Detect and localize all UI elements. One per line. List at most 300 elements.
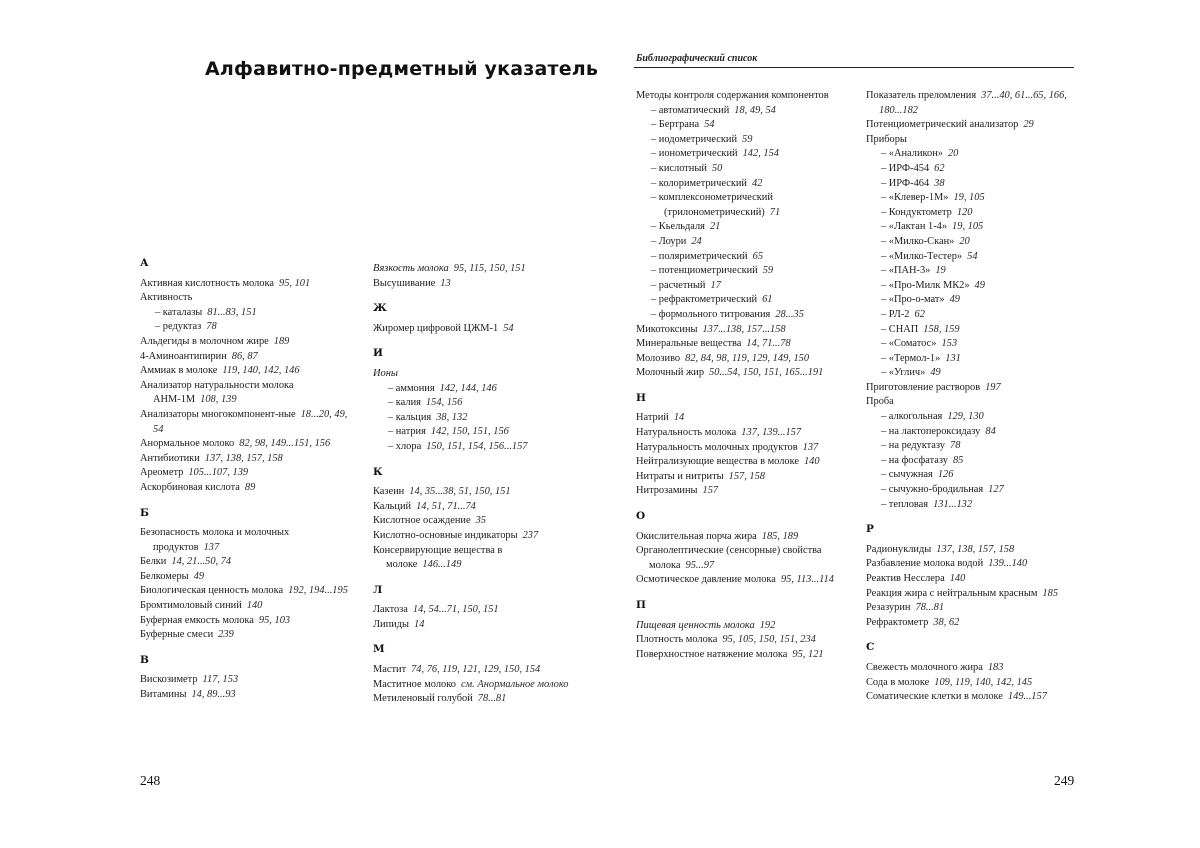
entry-term: – Лоури <box>651 236 686 247</box>
entry-term: – «Милко-Скан» <box>881 236 954 247</box>
index-entry <box>140 526 355 555</box>
entry-pages: 108, 139 <box>200 394 236 405</box>
entry-pages: 131...132 <box>933 499 972 510</box>
entry-term: Кислотное осаждение <box>373 515 471 526</box>
index-subentry <box>636 133 851 148</box>
entry-pages: 35 <box>476 515 486 526</box>
entry-term: Потенциометрический анализатор <box>866 119 1018 130</box>
index-entry <box>373 663 578 678</box>
entry-pages: 59 <box>763 265 773 276</box>
index-column-3 <box>636 89 851 672</box>
entry-term: – иодометрический <box>651 134 737 145</box>
entry-pages: 14, 51, 71...74 <box>416 501 476 512</box>
entry-pages: 78...81 <box>478 693 507 704</box>
entry-term: – Кондуктометр <box>881 207 952 218</box>
entry-pages: 150, 151, 154, 156...157 <box>426 441 527 452</box>
entry-pages: 61 <box>762 294 772 305</box>
entry-term: – комплексонометрический (трилонометрический) <box>651 192 773 218</box>
entry-pages: 89 <box>245 482 255 493</box>
entry-term: Радионуклиды <box>866 544 931 555</box>
entry-term: – рефрактометрический <box>651 294 757 305</box>
index-entry <box>373 262 578 277</box>
index-section <box>140 653 355 703</box>
index-entry <box>373 544 578 573</box>
section-letter: К <box>373 465 578 480</box>
index-subentry <box>373 440 578 455</box>
index-entry <box>140 350 355 365</box>
entry-pages: 142, 144, 146 <box>440 383 497 394</box>
entry-term: – каталазы <box>155 307 202 318</box>
index-entry <box>636 441 851 456</box>
entry-pages: 137, 138, 157, 158 <box>205 453 283 464</box>
entry-term: Рефрактометр <box>866 617 928 628</box>
entry-pages: 183 <box>988 662 1004 673</box>
entry-term: – редуктаз <box>155 321 201 332</box>
index-subentry <box>866 147 1081 162</box>
index-entry <box>636 426 851 441</box>
entry-pages: 131 <box>945 353 961 364</box>
entry-term: – «ПАН-3» <box>881 265 930 276</box>
entry-term: – ИРФ-464 <box>881 178 929 189</box>
entry-term: Кислотно-основные индикаторы <box>373 530 518 541</box>
entry-pages: 65 <box>753 251 763 262</box>
index-section <box>866 89 1081 512</box>
entry-pages: 18...20, 49, 54 <box>153 409 347 435</box>
entry-pages: 140 <box>804 456 820 467</box>
entry-pages: 82, 84, 98, 119, 129, 149, 150 <box>685 353 809 364</box>
entry-term: Приборы <box>866 134 907 145</box>
index-entry <box>866 661 1081 676</box>
entry-pages: 78 <box>950 440 960 451</box>
entry-term: Альдегиды в молочном жире <box>140 336 269 347</box>
index-section <box>636 89 851 381</box>
index-column-1 <box>140 256 355 713</box>
index-entry <box>636 573 851 588</box>
index-subentry <box>636 191 851 220</box>
entry-pages: 38, 62 <box>933 617 959 628</box>
entry-term: Соматические клетки в молоке <box>866 691 1003 702</box>
entry-term: Консервирующие вещества в молоке <box>373 545 502 571</box>
entry-term: Нейтрализующие вещества в молоке <box>636 456 799 467</box>
entry-pages: 14, 71...78 <box>746 338 790 349</box>
index-entry <box>373 367 578 382</box>
entry-pages: 14, 35...38, 51, 150, 151 <box>409 486 510 497</box>
index-entry <box>636 366 851 381</box>
entry-pages: 137, 139...157 <box>741 427 801 438</box>
entry-term: – тепловая <box>881 499 928 510</box>
index-entry <box>636 484 851 499</box>
entry-pages: 19, 105 <box>952 221 983 232</box>
entry-term: – «Аналикон» <box>881 148 943 159</box>
index-entry <box>140 452 355 467</box>
index-section <box>373 262 578 291</box>
entry-pages: 20 <box>959 236 969 247</box>
entry-pages: 237 <box>523 530 539 541</box>
section-letter: С <box>866 640 1081 655</box>
entry-term: Липиды <box>373 619 409 630</box>
entry-pages: 54 <box>704 119 714 130</box>
entry-term: Метиленовый голубой <box>373 693 473 704</box>
entry-pages: 146...149 <box>422 559 461 570</box>
section-letter: И <box>373 346 578 361</box>
entry-term: Буферная емкость молока <box>140 615 254 626</box>
entry-pages: 154, 156 <box>426 397 462 408</box>
entry-pages: 105...107, 139 <box>188 467 248 478</box>
index-entry <box>140 291 355 306</box>
entry-term: Мастит <box>373 664 406 675</box>
entry-pages: 137 <box>803 442 819 453</box>
index-entry <box>866 133 1081 148</box>
index-subentry <box>866 483 1081 498</box>
entry-term: – автоматический <box>651 105 729 116</box>
entry-pages: 95, 101 <box>279 278 310 289</box>
entry-pages: 117, 153 <box>203 674 239 685</box>
entry-term: Показатель преломления <box>866 90 976 101</box>
index-subentry <box>636 177 851 192</box>
entry-term: – поляриметрический <box>651 251 748 262</box>
index-subentry <box>373 411 578 426</box>
index-subentry <box>636 250 851 265</box>
index-subentry <box>866 425 1081 440</box>
index-entry <box>373 485 578 500</box>
index-entry <box>373 529 578 544</box>
index-section <box>140 256 355 496</box>
entry-term: Анормальное молоко <box>140 438 234 449</box>
entry-pages: 119, 140, 142, 146 <box>222 365 299 376</box>
entry-term: Молочный жир <box>636 367 704 378</box>
index-entry <box>140 628 355 643</box>
entry-term: Разбавление молока водой <box>866 558 983 569</box>
header-rule <box>634 67 1074 68</box>
entry-pages: 95, 115, 150, 151 <box>454 263 526 274</box>
entry-pages: 13 <box>440 278 450 289</box>
index-subentry <box>866 323 1081 338</box>
entry-pages: 49 <box>950 294 960 305</box>
entry-term: – «Клевер-1М» <box>881 192 948 203</box>
index-entry <box>636 633 851 648</box>
index-section <box>636 598 851 662</box>
entry-term: Приготовление растворов <box>866 382 980 393</box>
section-letter: Л <box>373 583 578 598</box>
page-title: Алфавитно-предметный указатель <box>205 58 565 80</box>
entry-term: – алкогольная <box>881 411 942 422</box>
entry-term: 4-Аминоантипирин <box>140 351 227 362</box>
index-section <box>636 391 851 499</box>
entry-pages: 14 <box>674 412 684 423</box>
entry-term: – формольного титрования <box>651 309 770 320</box>
entry-pages: 140 <box>247 600 263 611</box>
section-letter: А <box>140 256 355 271</box>
index-entry <box>140 335 355 350</box>
index-subentry <box>140 320 355 335</box>
entry-term: – «Про-о-мат» <box>881 294 945 305</box>
index-entry <box>866 676 1081 691</box>
index-entry <box>866 89 1081 118</box>
entry-pages: 62 <box>915 309 925 320</box>
entry-pages: 81...83, 151 <box>207 307 256 318</box>
entry-term: Минеральные вещества <box>636 338 741 349</box>
entry-term: – Кьельдаля <box>651 221 705 232</box>
entry-pages: 54 <box>503 323 513 334</box>
index-subentry <box>373 382 578 397</box>
index-entry <box>866 557 1081 572</box>
entry-pages: 158, 159 <box>923 324 959 335</box>
index-subentry <box>866 366 1081 381</box>
entry-pages: 197 <box>985 382 1001 393</box>
section-letter: Р <box>866 522 1081 537</box>
entry-term: Плотность молока <box>636 634 717 645</box>
entry-term: – «Углич» <box>881 367 925 378</box>
index-entry <box>140 408 355 437</box>
index-entry <box>636 470 851 485</box>
index-subentry <box>866 308 1081 323</box>
entry-term: – колориметрический <box>651 178 747 189</box>
entry-pages: 38, 132 <box>436 412 467 423</box>
index-section <box>140 506 355 643</box>
index-column-4 <box>866 89 1081 715</box>
index-entry <box>866 118 1081 133</box>
index-entry <box>373 500 578 515</box>
index-entry <box>373 678 578 693</box>
index-entry <box>373 277 578 292</box>
index-subentry <box>866 177 1081 192</box>
entry-pages: 192, 194...195 <box>288 585 348 596</box>
entry-term: – кальция <box>388 412 431 423</box>
index-entry <box>140 437 355 452</box>
entry-term: Вискозиметр <box>140 674 198 685</box>
entry-pages: 139...140 <box>988 558 1027 569</box>
entry-pages: 28...35 <box>775 309 804 320</box>
entry-term: Аскорбиновая кислота <box>140 482 240 493</box>
index-entry <box>140 584 355 599</box>
section-letter: П <box>636 598 851 613</box>
entry-term: Белкомеры <box>140 571 189 582</box>
index-subentry <box>866 279 1081 294</box>
entry-pages: 85 <box>953 455 963 466</box>
index-entry <box>636 544 851 573</box>
entry-term: – «Соматос» <box>881 338 936 349</box>
entry-term: – хлора <box>388 441 421 452</box>
book-spread <box>0 0 1200 848</box>
index-entry <box>636 411 851 426</box>
entry-term: Методы контроля содержания компонентов <box>636 90 829 101</box>
entry-term: Активная кислотность молока <box>140 278 274 289</box>
index-entry <box>866 616 1081 631</box>
index-subentry <box>373 425 578 440</box>
entry-pages: 78...81 <box>916 602 945 613</box>
entry-pages: 14, 54...71, 150, 151 <box>413 604 499 615</box>
entry-term: Анализаторы многокомпонент-ные <box>140 409 296 420</box>
entry-pages: 21 <box>710 221 720 232</box>
entry-pages: 192 <box>760 620 776 631</box>
index-section <box>866 522 1081 630</box>
index-entry <box>140 555 355 570</box>
index-subentry <box>866 439 1081 454</box>
entry-pages: 140 <box>950 573 966 584</box>
index-entry <box>373 514 578 529</box>
entry-pages: 95...97 <box>686 560 715 571</box>
index-entry <box>636 352 851 367</box>
entry-term: Аммиак в молоке <box>140 365 217 376</box>
entry-term: – натрия <box>388 426 426 437</box>
entry-pages: 120 <box>957 207 973 218</box>
entry-term: Биологическая ценность молока <box>140 585 283 596</box>
entry-pages: 185, 189 <box>762 531 798 542</box>
entry-term: Натрий <box>636 412 669 423</box>
entry-pages: 19, 105 <box>953 192 984 203</box>
entry-term: Ионы <box>373 368 398 379</box>
index-subentry <box>140 306 355 321</box>
entry-term: Безопасность молока и молочных продуктов <box>140 527 289 553</box>
entry-pages: 24 <box>691 236 701 247</box>
entry-term: Окислительная порча жира <box>636 531 757 542</box>
entry-pages: 82, 98, 149...151, 156 <box>239 438 330 449</box>
index-subentry <box>866 352 1081 367</box>
entry-pages: 126 <box>938 469 954 480</box>
entry-term: – на редуктазу <box>881 440 945 451</box>
index-subentry <box>373 396 578 411</box>
entry-term: – СНАП <box>881 324 918 335</box>
entry-term: Натуральность молочных продуктов <box>636 442 798 453</box>
entry-term: Натуральность молока <box>636 427 736 438</box>
entry-term: – РЛ-2 <box>881 309 910 320</box>
entry-term: – «Лактан 1-4» <box>881 221 947 232</box>
entry-term: – Бертрана <box>651 119 699 130</box>
index-entry <box>140 277 355 292</box>
entry-pages: 49 <box>975 280 985 291</box>
entry-term: Антибиотики <box>140 453 200 464</box>
entry-pages: 18, 49, 54 <box>734 105 776 116</box>
index-subentry <box>866 235 1081 250</box>
entry-term: – аммония <box>388 383 435 394</box>
entry-term: – «Термол-1» <box>881 353 940 364</box>
index-entry <box>140 673 355 688</box>
entry-term: Реакция жира с нейтральным красным <box>866 588 1037 599</box>
entry-pages: 153 <box>941 338 957 349</box>
running-head: Библиографический список <box>636 53 757 64</box>
entry-pages: 127 <box>988 484 1004 495</box>
index-subentry <box>866 191 1081 206</box>
section-letter: Ж <box>373 301 578 316</box>
entry-term: Поверхностное натяжение молока <box>636 649 787 660</box>
section-letter: Б <box>140 506 355 521</box>
index-subentry <box>866 293 1081 308</box>
index-subentry <box>866 264 1081 279</box>
index-subentry <box>866 468 1081 483</box>
entry-pages: 49 <box>930 367 940 378</box>
entry-pages: 71 <box>770 207 780 218</box>
entry-term: – сычужно-бродильная <box>881 484 983 495</box>
index-subentry <box>866 498 1081 513</box>
entry-term: Нитраты и нитриты <box>636 471 724 482</box>
index-subentry <box>866 250 1081 265</box>
index-subentry <box>866 206 1081 221</box>
index-entry <box>636 648 851 663</box>
index-entry <box>636 323 851 338</box>
entry-pages: 49 <box>194 571 204 582</box>
entry-pages: 95, 105, 150, 151, 234 <box>722 634 816 645</box>
entry-pages: 84 <box>985 426 995 437</box>
index-entry <box>373 618 578 633</box>
index-section <box>866 640 1081 704</box>
entry-pages: 137...138, 157...158 <box>702 324 785 335</box>
entry-term: Жиромер цифровой ЦЖМ-1 <box>373 323 498 334</box>
entry-pages: 109, 119, 140, 142, 145 <box>934 677 1032 688</box>
section-letter: Н <box>636 391 851 406</box>
index-entry <box>140 570 355 585</box>
entry-term: Нитрозамины <box>636 485 698 496</box>
entry-term: – кислотный <box>651 163 707 174</box>
entry-term: – потенциометрический <box>651 265 758 276</box>
entry-pages: 50 <box>712 163 722 174</box>
entry-pages: 142, 150, 151, 156 <box>431 426 509 437</box>
entry-term: Резазурин <box>866 602 911 613</box>
entry-term: Лактоза <box>373 604 408 615</box>
entry-pages: 149...157 <box>1008 691 1047 702</box>
entry-pages: 239 <box>218 629 234 640</box>
entry-term: Бромтимоловый синий <box>140 600 242 611</box>
section-letter: М <box>373 642 578 657</box>
entry-pages: 142, 154 <box>743 148 779 159</box>
entry-term: Ареометр <box>140 467 183 478</box>
index-entry <box>636 530 851 545</box>
index-subentry <box>636 220 851 235</box>
entry-pages: 157, 158 <box>729 471 765 482</box>
entry-term: Осмотическое давление молока <box>636 574 776 585</box>
index-subentry <box>636 308 851 323</box>
entry-term: Казеин <box>373 486 404 497</box>
index-section <box>636 509 851 588</box>
entry-pages: 86, 87 <box>232 351 258 362</box>
index-column-2 <box>373 262 578 717</box>
index-subentry <box>636 279 851 294</box>
index-entry <box>866 395 1081 410</box>
index-entry <box>373 322 578 337</box>
index-subentry <box>636 118 851 133</box>
entry-term: Пищевая ценность молока <box>636 620 755 631</box>
entry-term: Активность <box>140 292 192 303</box>
entry-term: Проба <box>866 396 894 407</box>
index-entry <box>866 381 1081 396</box>
entry-term: Органолептические (сенсорные) свойства молока <box>636 545 822 571</box>
page-number-right: 249 <box>1054 773 1074 789</box>
index-subentry <box>636 264 851 279</box>
index-entry <box>140 364 355 379</box>
index-entry <box>636 89 851 104</box>
entry-term: Микотоксины <box>636 324 697 335</box>
index-section <box>373 346 578 454</box>
section-letter: В <box>140 653 355 668</box>
entry-pages: 185 <box>1042 588 1058 599</box>
index-entry <box>636 337 851 352</box>
entry-pages: 29 <box>1023 119 1033 130</box>
entry-term: Свежесть молочного жира <box>866 662 983 673</box>
entry-pages: 78 <box>206 321 216 332</box>
entry-term: – «Милко-Тестер» <box>881 251 962 262</box>
entry-pages: 59 <box>742 134 752 145</box>
index-entry <box>866 690 1081 705</box>
entry-term: – «Про-Милк МК2» <box>881 280 970 291</box>
index-entry <box>140 688 355 703</box>
page-number-left: 248 <box>140 773 160 789</box>
index-subentry <box>866 454 1081 469</box>
entry-term: – расчетный <box>651 280 706 291</box>
entry-pages: 95, 103 <box>259 615 290 626</box>
index-subentry <box>636 235 851 250</box>
index-entry <box>866 587 1081 602</box>
entry-pages: 37...40, 61...65, 166, 180...182 <box>879 90 1067 116</box>
entry-term: – на фосфатазу <box>881 455 948 466</box>
